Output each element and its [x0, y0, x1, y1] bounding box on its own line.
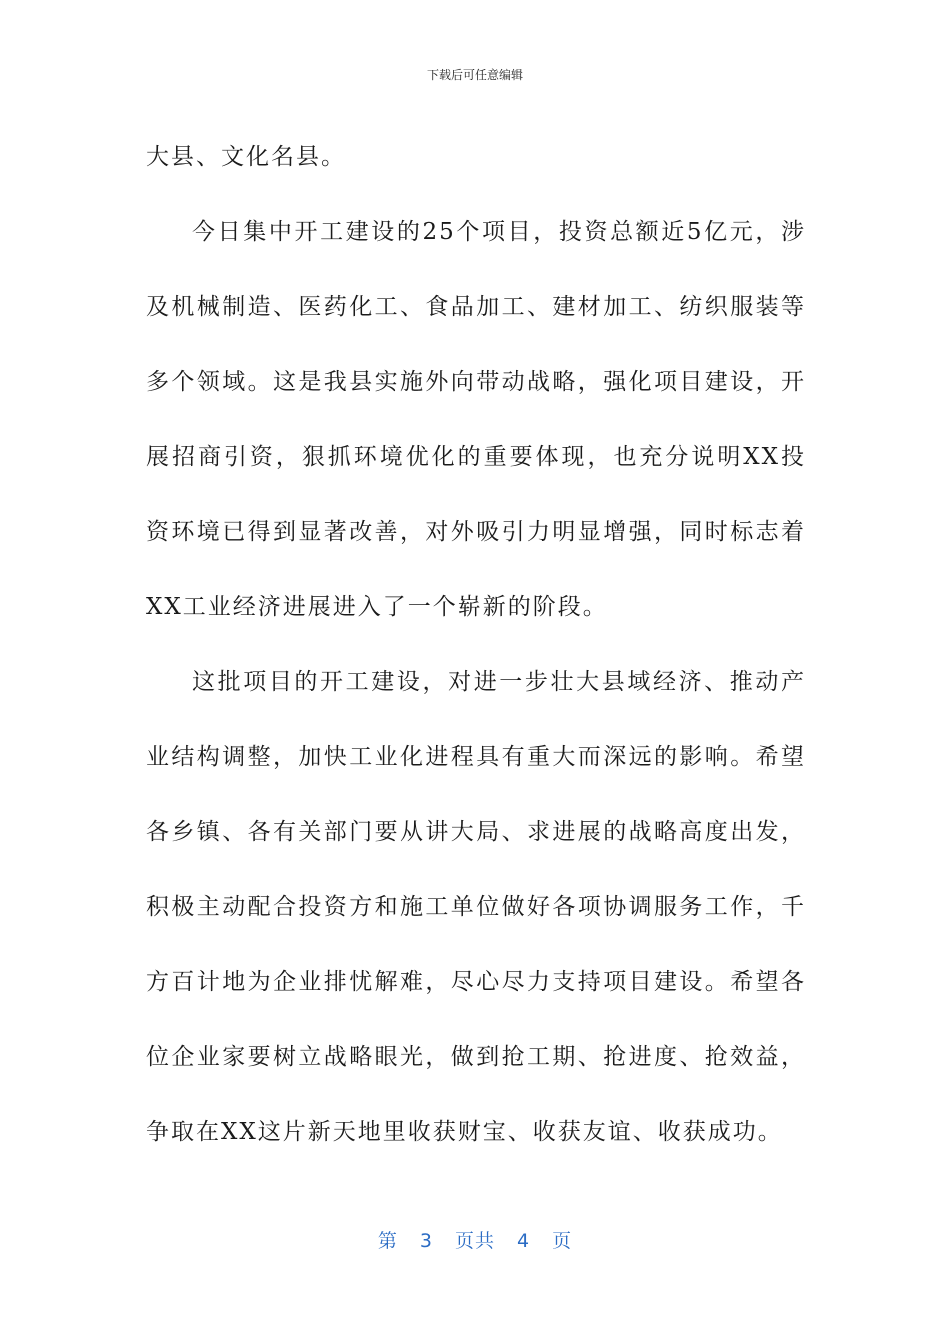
- paragraph: 今日集中开工建设的25个项目，投资总额近5亿元，涉及机械制造、医药化工、食品加工、建材加工、纺织服装等多个领域。这是我县实施外向带动战略，强化项目建设，开展招商引资，狠抓环境优化的重要体现，也充分说明XX投资环境已得到显著改善，对外吸引力明显增强，同时标志着XX工业经济进展进入了一个崭新的阶段。: [146, 219, 806, 620]
- paragraph: 这批项目的开工建设，对进一步壮大县域经济、推动产业结构调整，加快工业化进程具有重大而深远的影响。希望各乡镇、各有关部门要从讲大局、求进展的战略高度出发，积极主动配合投资方和施工单位做好各项协调服务工作，千方百计地为企业排忧解难，尽心尽力支持项目建设。希望各位企业家要树立战略眼光，做到抢工期、抢进度、抢效益，争取在XX这片新天地里收获财宝、收获友谊、收获成功。: [146, 669, 806, 1145]
- footer-middle: 页共: [454, 1230, 495, 1252]
- document-body: [146, 120, 806, 1170]
- footer-total-pages: 4: [517, 1230, 531, 1252]
- footer-suffix: 页: [552, 1230, 573, 1252]
- page-header: [0, 66, 950, 83]
- header-text: 下载后可任意编辑: [426, 68, 523, 82]
- page-number-footer: [0, 1226, 950, 1253]
- paragraph: 大县、文化名县。: [146, 144, 346, 170]
- footer-prefix: 第: [377, 1230, 398, 1252]
- footer-current-page: 3: [419, 1230, 433, 1252]
